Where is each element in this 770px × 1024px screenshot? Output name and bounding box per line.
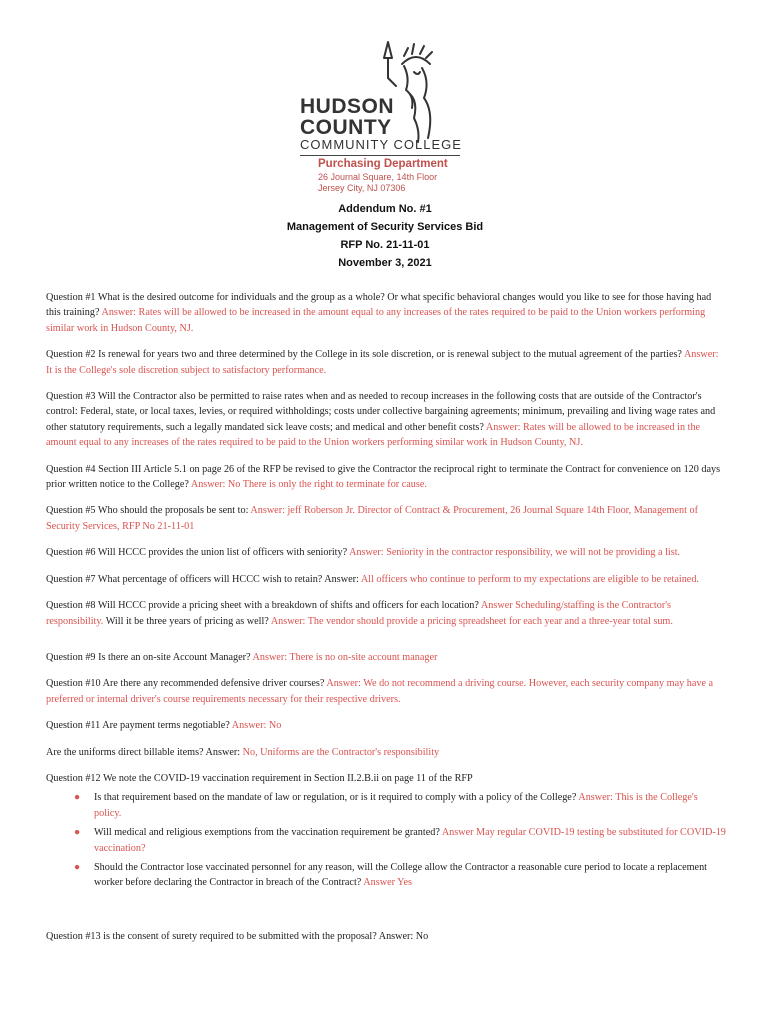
qa-item-13: Question #13 is the consent of surety required to be submitted with the proposal? Answer: No xyxy=(46,930,429,942)
bullet-icon: ● xyxy=(74,827,81,839)
qa-item-5 xyxy=(46,503,726,534)
answer-text: Answer: No xyxy=(231,720,282,732)
document-date: November 3, 2021 xyxy=(338,257,432,269)
question-text: Are the uniforms direct billable items? Answer: xyxy=(46,746,243,758)
question-text: Will it be three years of pricing as well? xyxy=(103,615,271,627)
address-line2: Jersey City, NJ 07306 xyxy=(318,183,406,193)
question-text: Question #3 Will the Contractor also be permitted to raise rates when and as needed to recoup increases in the following costs that are outside of the Contractor's control: Federal, state, or local taxes, levies, or required withholdings; costs under collective bargaining agreements; minimum, prevailing and living wage rates and other statutory requirements, such a legally mandated sick leave costs; and medical and other benefit costs? xyxy=(46,391,716,433)
qa-item-uniforms xyxy=(46,745,726,760)
question-text: Question #1 What is the desired outcome for individuals and the group as a whole? Or what specific behavioral changes would you like to see for those having had this training? xyxy=(46,292,712,319)
question-text: Is that requirement based on the mandate of law or regulation, or is it required to comply with a policy of the College? xyxy=(94,792,579,804)
title-block xyxy=(200,200,570,272)
qa-item-12-list xyxy=(46,790,726,890)
addendum-title: Addendum No. #1 xyxy=(338,203,432,215)
answer-text: Answer: No There is only the right to terminate for cause. xyxy=(190,479,427,491)
answer-text: Answer Scheduling/staffing is the Contractor's responsibility. xyxy=(46,600,672,627)
question-text: Will medical and religious exemptions from the vaccination requirement be granted? xyxy=(94,827,442,839)
qa-body xyxy=(46,290,726,955)
question-text: Question #4 Section III Article 5.1 on page 26 of the RFP be revised to give the Contractor the reciprocal right to terminate the Contract for convenience on 120 days prior written notice to the College? xyxy=(46,463,721,491)
answer-text: Answer: Rates will be allowed to be increased in the amount equal to any increases of the rates required to be paid to the Union workers performing similar work in Hudson County, NJ. xyxy=(46,421,701,449)
list-item xyxy=(74,790,726,821)
rfp-number: RFP No. 21-11-01 xyxy=(340,239,430,251)
answer-text: Answer: Seniority in the contractor responsibility, we will not be providing a list. xyxy=(349,547,681,559)
qa-item-9 xyxy=(46,650,726,665)
answer-text: Answer: The vendor should provide a pricing spreadsheet for each year and a three-year total sum. xyxy=(270,615,673,627)
qa-item-3 xyxy=(46,389,726,451)
question-text: Question #8 Will HCCC provide a pricing sheet with a breakdown of shifts and officers for each location? xyxy=(46,600,481,612)
question-text: Question #7 What percentage of officers will HCCC wish to retain? Answer: xyxy=(46,573,361,585)
qa-item-10 xyxy=(46,676,726,707)
answer-text: Answer: This is the College's policy. xyxy=(94,792,698,819)
qa-item-2 xyxy=(46,347,726,378)
question-text: Question #2 Is renewal for years two and three determined by the College in its sole discretion, or is renewal subject to the mutual agreement of the parties? xyxy=(46,349,684,361)
answer-text: All officers who continue to perform to my expectations are eligible to be retained. xyxy=(360,573,699,585)
header-divider xyxy=(300,155,460,156)
question-text: Question #9 Is there an on-site Account Manager? xyxy=(46,651,253,663)
answer-text: Answer: It is the College's sole discretion subject to satisfactory performance. xyxy=(46,349,719,376)
question-text: Question #6 Will HCCC provides the union list of officers with seniority? xyxy=(46,547,350,559)
qa-item-8 xyxy=(46,598,726,629)
answer-text: Answer: Rates will be allowed to be increased in the amount equal to any increases of the rates required to be paid to the Union workers performing similar work in Hudson County, NJ. xyxy=(46,307,706,334)
answer-text: Answer: jeff Roberson Jr. Director of Contract & Procurement, 26 Journal Square 14th Floor, Management of Security Services, RFP No 21-11-01 xyxy=(46,505,698,532)
qa-item-11 xyxy=(46,718,726,733)
bullet-icon: ● xyxy=(74,861,81,873)
bid-title: Management of Security Services Bid xyxy=(286,221,484,233)
department-name: Purchasing Department xyxy=(318,158,448,170)
question-text: Question #5 Who should the proposals be sent to: xyxy=(46,505,251,517)
answer-text: Answer May regular COVID-19 testing be substituted for COVID-19 vaccination? xyxy=(94,827,726,854)
question-text: Question #11 Are payment terms negotiable? xyxy=(46,720,232,732)
qa-item-6 xyxy=(46,545,726,560)
question-text: Should the Contractor lose vaccinated personnel for any reason, will the College allow the Contractor a reasonable cure period to locate a replacement worker before declaring the Contractor in breach of the Contract? xyxy=(94,861,708,889)
bullet-icon: ● xyxy=(74,792,81,804)
org-subtitle: COMMUNITY COLLEGE xyxy=(300,137,462,152)
org-name-line2: COUNTY xyxy=(300,116,392,139)
answer-text: Answer Yes xyxy=(363,877,412,889)
qa-item-4 xyxy=(46,462,726,493)
answer-text: No, Uniforms are the Contractor's responsibility xyxy=(242,746,440,758)
answer-text: Answer: There is no on-site account manager xyxy=(252,651,438,663)
question-text: Question #10 Are there any recommended defensive driver courses? xyxy=(46,678,327,690)
org-name xyxy=(300,96,394,138)
qa-item-7 xyxy=(46,572,726,587)
list-item xyxy=(74,860,726,891)
org-name-line1: HUDSON xyxy=(300,95,395,118)
address-line1: 26 Journal Square, 14th Floor xyxy=(318,172,438,182)
spacer xyxy=(46,901,726,929)
list-item xyxy=(74,825,726,856)
answer-text: Answer: We do not recommend a driving course. However, each security company may have a preferred or internal driver's course requirements necessary for their respective drivers. xyxy=(46,678,714,705)
qa-item-12-intro: Question #12 We note the COVID-19 vaccination requirement in Section II.2.B.ii on page 11 of the RFP xyxy=(46,772,473,784)
qa-item-1 xyxy=(46,290,726,336)
